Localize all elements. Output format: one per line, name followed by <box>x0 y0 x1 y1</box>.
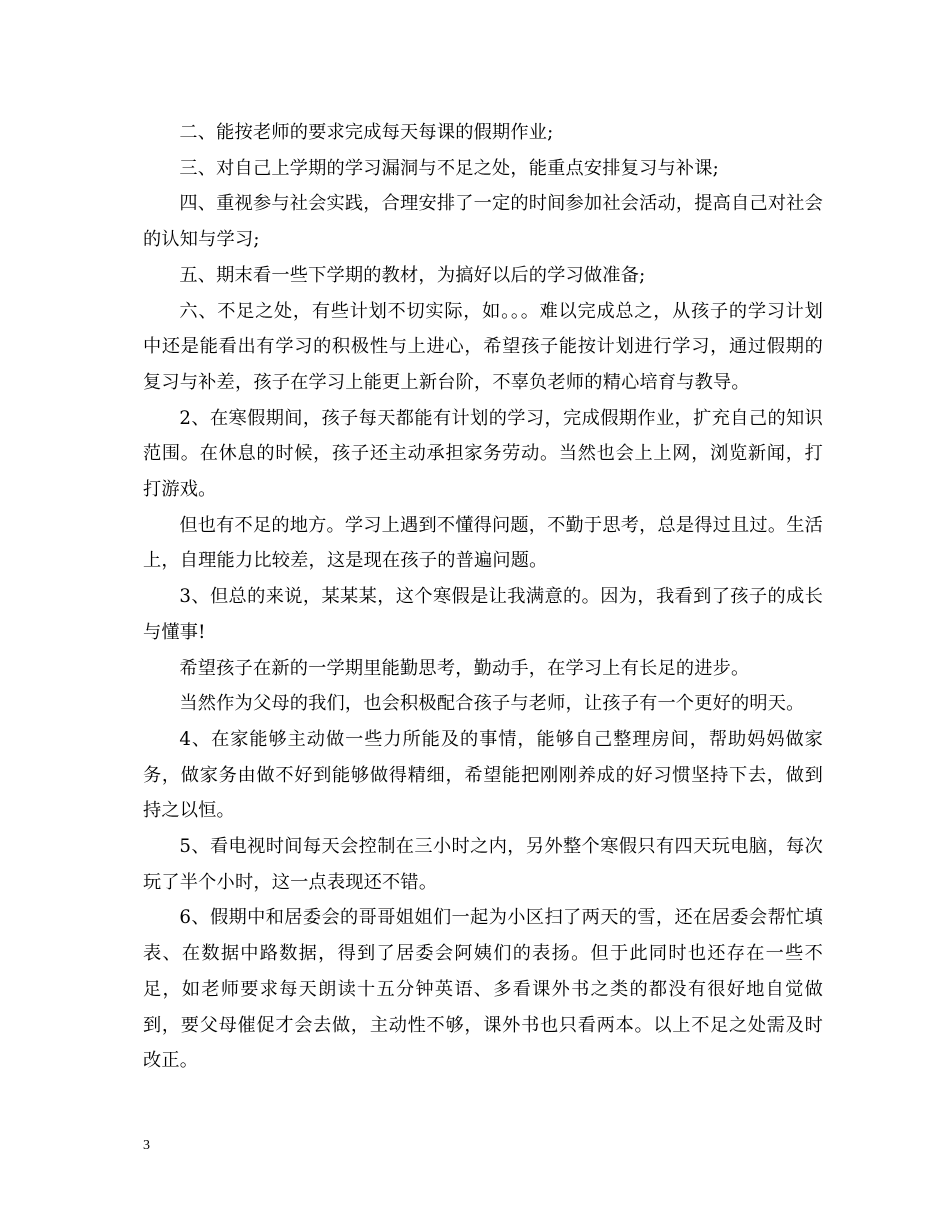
paragraph-6: 2、在寒假期间，孩子每天都能有计划的学习，完成假期作业，扩充自己的知识范围。在休息的时候，孩子还主动承担家务劳动。当然也会上上网，浏览新闻，打打游戏。 <box>143 407 823 501</box>
paragraph-4: 五、期末看一些下学期的教材，为搞好以后的学习做准备; <box>179 264 646 286</box>
document-body <box>143 115 823 1079</box>
paragraph-12: 5、看电视时间每天会控制在三小时之内，另外整个寒假只有四天玩电脑，每次玩了半个小时，这一点表现还不错。 <box>143 836 823 893</box>
page-number: 3 <box>143 1138 150 1153</box>
paragraph-2: 三、对自己上学期的学习漏洞与不足之处，能重点安排复习与补课; <box>179 157 719 179</box>
paragraph-13: 6、假期中和居委会的哥哥姐姐们一起为小区扫了两天的雪，还在居委会帮忙填表、在数据中路数据，得到了居委会阿姨们的表扬。但于此同时也还存在一些不足，如老师要求每天朗读十五分钟英语、多看课外书之类的都没有很好地自觉做到，要父母催促才会去做，主动性不够，课外书也只看两本。以上不足之处需及时改正。 <box>143 907 823 1072</box>
paragraph-8: 3、但总的来说，某某某，这个寒假是让我满意的。因为，我看到了孩子的成长与懂事! <box>143 586 823 643</box>
paragraph-7: 但也有不足的地方。学习上遇到不懂得问题，不勤于思考，总是得过且过。生活上，自理能力比较差，这是现在孩子的普遍问题。 <box>143 514 823 572</box>
paragraph-11: 4、在家能够主动做一些力所能及的事情，能够自己整理房间，帮助妈妈做家务，做家务由做不好到能够做得精细，希望能把刚刚养成的好习惯坚持下去，做到持之以恒。 <box>143 728 823 822</box>
paragraph-10: 当然作为父母的我们，也会积极配合孩子与老师，让孩子有一个更好的明天。 <box>179 693 805 715</box>
paragraph-3: 四、重视参与社会实践，合理安排了一定的时间参加社会活动，提高自己对社会的认知与学习; <box>143 193 823 251</box>
paragraph-1: 二、能按老师的要求完成每天每课的假期作业; <box>179 122 554 143</box>
paragraph-5: 六、不足之处，有些计划不切实际，如。。。难以完成总之，从孩子的学习计划中还是能看出有学习的积极性与上进心，希望孩子能按计划进行学习，通过假期的复习与补差，孩子在学习上能更上新台阶，不辜负老师的精心培育与教导。 <box>143 300 823 393</box>
paragraph-9: 希望孩子在新的一学期里能勤思考，勤动手，在学习上有长足的进步。 <box>179 657 750 679</box>
